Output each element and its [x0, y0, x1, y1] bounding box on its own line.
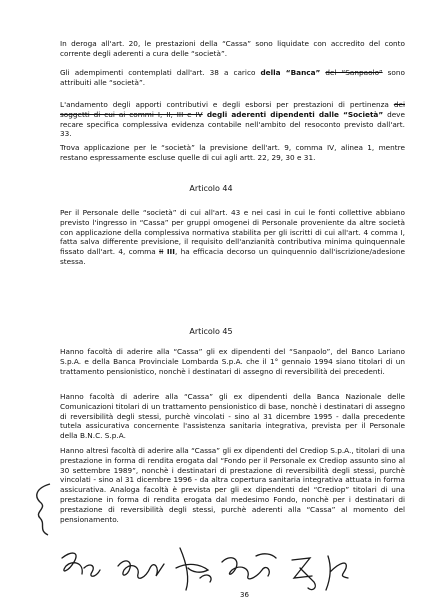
heading-articolo-45: Articolo 45: [189, 327, 233, 336]
margin-bracket-mark: [30, 482, 54, 537]
text-run: Hanno altresì facoltà di aderire alla “Cassa” gli ex dipendenti del Crediop S.p.A., titolari di una prestazione in forma di rendita erogata dal “Fondo per il Personale ex Crediop assunto sino al 30 settembre 1989”, nonchè i destinatari di prestazione di reversibilità degli stessi, purchè vincolati - sino al 31 dicembre 1996 - da altra copertura sanitaria integrativa attuata in forma assicurativa. Analoga facoltà è prevista per gli ex dipendenti del “Crediop” titolari di una prestazione in forma di rendita erogata dal medesimo Fondo, nonchè per i destinatari di prestazione di reversibilità degli stessi, purchè aderenti alla “Cassa” al momento del pensionamento.: [60, 446, 405, 524]
text-run: deve recare specifica complessiva evidenza contabile nell'ambito del resoconto previsto dall'art. 33.: [60, 109, 405, 139]
text-run: degli aderenti dipendenti dalle “Società”: [202, 109, 384, 119]
text-run: Hanno facoltà di aderire alla “Cassa” gli ex dipendenti del “Sanpaolo”, del Banco Lariano S.p.A. e della Banca Provinciale Lombarda S.p.A. che il 1° gennaio 1994 siano titolari di un trattamento pensionistico, nonchè i destinatari di assegno di reversibilità dei precedenti.: [60, 347, 405, 376]
text-run: L'andamento degli apporti contributivi e degli esborsi per prestazioni di pertinenza: [60, 100, 394, 109]
text-run: Per il Personale delle “società” di cui all'art. 43 e nei casi in cui le fonti collettive abbiano previsto l'ingresso in “Cassa” per gruppi omogenei di Personale proveniente da altre società con applicazione della complessiva normativa stabilita per gli iscritti di cui all'art. 4 comma I, fatta salva differente previsione, il requisito dell'anzianità contributiva minima quinquennale fissato dall'art. 4, comma: [60, 208, 405, 257]
text-run: Hanno facoltà di aderire alla “Cassa” gli ex dipendenti della Banca Nazionale delle Comunicazioni titolari di un trattamento pensionistico di base, nonchè i destinatari di assegno di reversibilità degli stessi, purchè vincolati - sino al 31 dicembre 1995 - dalla precedente tutela assicurativa concernente l'assistenza sanitaria integrativa, prevista per il Personale della B.N.C. S.p.A.: [60, 392, 405, 441]
paragraph-art45-3: [60, 446, 405, 524]
text-run: Trova applicazione per le “società” la previsione dell'art. 9, comma IV, alinea 1, mentre restano espressamente escluse quelle di cui agli artt. 22, 29, 30 e 31.: [60, 143, 405, 162]
text-run: Gli adempimenti contemplati dall'art. 38 a carico: [60, 68, 261, 77]
paragraph-andamento: [60, 100, 405, 139]
page-number: 36: [240, 591, 249, 599]
paragraph-art44: [60, 208, 405, 267]
text-run: della “Banca”: [260, 68, 321, 77]
text-run: , ha efficacia decorso un quinquennio dall'iscrizione/adesione stessa.: [60, 247, 405, 266]
paragraph-adempimenti: [60, 68, 405, 88]
text-run: del “Sanpaolo”: [325, 68, 383, 77]
text-run: II: [159, 247, 164, 257]
paragraph-applicazione: [60, 143, 405, 163]
handwritten-signatures: [0, 538, 422, 598]
heading-articolo-44: Articolo 44: [189, 184, 233, 193]
text-run: In deroga all'art. 20, le prestazioni della “Cassa” sono liquidate con accredito del conto corrente degli aderenti a cura delle “società”.: [60, 39, 405, 58]
paragraph-accredito: [60, 39, 405, 59]
paragraph-art45-1: [60, 347, 405, 376]
paragraph-art45-2: [60, 392, 405, 441]
text-run: dei soggetti di cui ai commi I, II, III e IV: [60, 100, 405, 119]
text-run: III: [163, 247, 175, 257]
text-run: sono attribuiti alle “società”.: [60, 68, 405, 87]
